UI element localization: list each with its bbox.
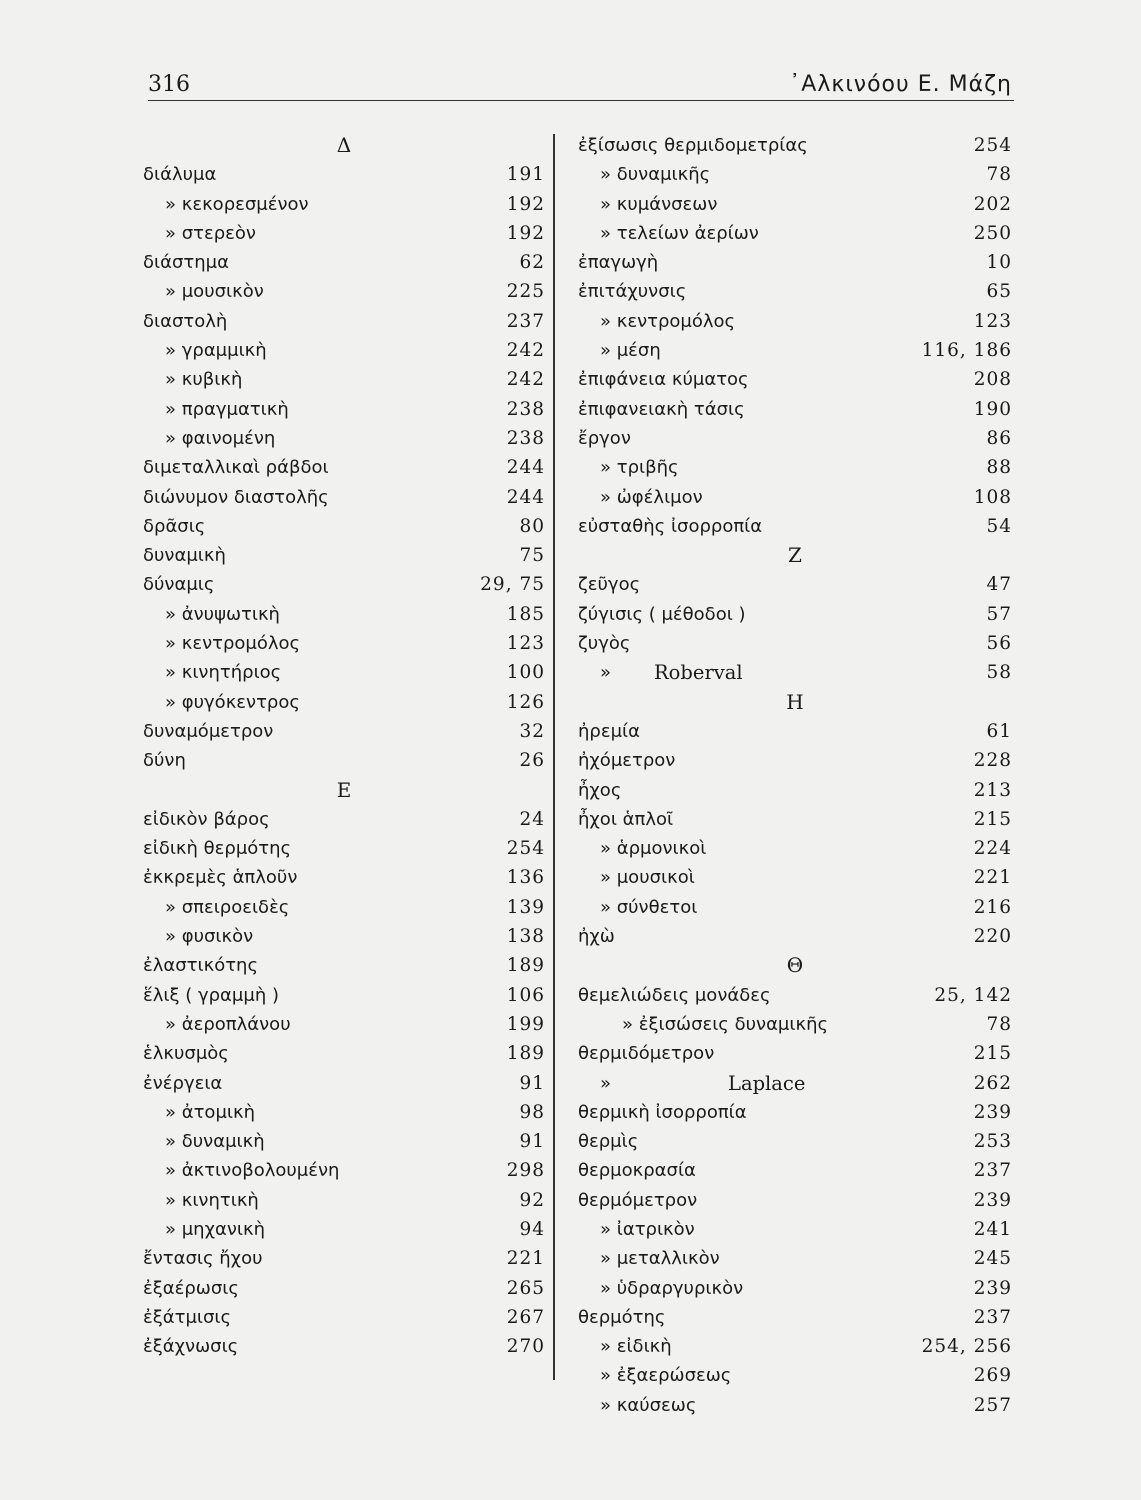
index-entry [578, 981, 1012, 1010]
page-header [148, 70, 1014, 101]
index-subentry [578, 658, 1012, 687]
index-subentry [578, 863, 1012, 892]
index-term: » φυγόκεντρος [165, 691, 300, 713]
index-term: » φυσικὸν [165, 926, 254, 948]
index-entry [578, 1186, 1012, 1215]
page-reference: 221 [506, 1248, 545, 1270]
index-subentry [578, 453, 1012, 482]
index-subentry [578, 834, 1012, 863]
index-entry [578, 1098, 1012, 1127]
page-reference: 65 [986, 281, 1012, 303]
page-reference: 192 [506, 193, 545, 215]
page-reference: 267 [506, 1306, 545, 1328]
page-reference: 244 [506, 457, 545, 479]
index-entry [578, 131, 1012, 160]
index-entry [143, 1332, 545, 1361]
index-term: » σύνθετοι [600, 896, 698, 918]
index-entry [143, 512, 545, 541]
index-term: εὐσταθὴς ἰσορροπία [578, 515, 763, 537]
index-subentry [578, 307, 1012, 336]
index-term: ζυγὸς [578, 633, 631, 655]
index-term: δύνη [143, 750, 186, 772]
page-reference: 216 [973, 896, 1012, 918]
index-term: ἔντασις ἤχου [143, 1248, 263, 1270]
page-reference: 106 [506, 984, 545, 1006]
index-entry [578, 805, 1012, 834]
page-reference: 269 [973, 1365, 1012, 1387]
index-term: » ἀτομικὴ [165, 1101, 256, 1123]
index-term: » ἀεροπλάνου [165, 1013, 291, 1035]
index-term: » στερεὸν [165, 222, 256, 244]
page-reference: 262 [973, 1072, 1012, 1094]
page-reference: 24 [519, 808, 545, 830]
index-subentry [578, 1361, 1012, 1390]
page-reference: 136 [506, 867, 545, 889]
page-reference: 29, 75 [480, 574, 545, 596]
page-reference: 245 [973, 1248, 1012, 1270]
index-subentry [578, 483, 1012, 512]
index-term: εἰδικὴ θερμότης [143, 838, 292, 860]
index-entry [578, 922, 1012, 951]
page-reference: 239 [973, 1277, 1012, 1299]
index-subentry [143, 336, 545, 365]
index-entry [578, 746, 1012, 775]
running-title: ᾿Αλκινόου Ε. Μάζη [789, 72, 1012, 97]
index-entry [578, 424, 1012, 453]
index-term: ἑλκυσμὸς [143, 1043, 229, 1065]
page-reference: 75 [519, 545, 545, 567]
index-term: » ἐξαερώσεως [600, 1365, 732, 1387]
index-subentry [578, 1069, 1012, 1098]
index-subentry [578, 219, 1012, 248]
index-term: » δυναμικῆς [600, 164, 711, 186]
index-term: » κινητήριος [165, 662, 282, 684]
index-term: » μεταλλικὸν [600, 1248, 720, 1270]
index-term: » κυμάνσεων [600, 193, 718, 215]
page-reference: 298 [506, 1160, 545, 1182]
page-reference: 78 [986, 1013, 1012, 1035]
index-term: δύναμις [143, 574, 215, 596]
page-reference: 57 [986, 603, 1012, 625]
index-subentry [143, 893, 545, 922]
index-term: Roberval [654, 661, 743, 685]
index-subentry [143, 688, 545, 717]
index-subentry [143, 1010, 545, 1039]
page-reference: 215 [973, 808, 1012, 830]
page-reference: 220 [973, 926, 1012, 948]
index-entry [143, 307, 545, 336]
index-term: ἔργον [578, 427, 631, 449]
index-subentry [578, 1244, 1012, 1273]
index-entry [578, 570, 1012, 599]
page-reference: 190 [973, 398, 1012, 420]
index-term: » εἰδικὴ [600, 1336, 672, 1358]
index-entry [578, 1156, 1012, 1185]
page-reference: 189 [506, 955, 545, 977]
index-term: ἐπιφάνεια κύματος [578, 369, 749, 391]
index-entry [143, 1069, 545, 1098]
index-entry [578, 600, 1012, 629]
index-term: » μουσικὸν [165, 281, 264, 303]
index-term: ἐνέργεια [143, 1072, 223, 1094]
index-term: » κινητικὴ [165, 1189, 259, 1211]
index-subentry [143, 219, 545, 248]
page-reference: 61 [986, 720, 1012, 742]
index-column-left [143, 131, 545, 1361]
page-number: 316 [148, 72, 190, 97]
index-term: ἐπιτάχυνσις [578, 281, 687, 303]
page-reference: 185 [506, 603, 545, 625]
page-reference: 80 [519, 515, 545, 537]
index-term: θερμοκρασία [578, 1160, 696, 1182]
index-subentry [578, 1274, 1012, 1303]
index-term: Laplace [728, 1071, 806, 1095]
index-entry [143, 1303, 545, 1332]
index-term: ἐξάτμισις [143, 1306, 232, 1328]
section-letter-heading: Δ [336, 133, 352, 157]
index-term: δρᾶσις [143, 515, 206, 537]
index-entry [143, 805, 545, 834]
index-subentry [578, 336, 1012, 365]
index-subentry [143, 629, 545, 658]
page-reference: 250 [973, 222, 1012, 244]
page-reference: 139 [506, 896, 545, 918]
page-reference: 202 [973, 193, 1012, 215]
page-reference: 239 [973, 1101, 1012, 1123]
index-term: » μηχανικὴ [165, 1218, 266, 1240]
index-term: ἐκκρεμὲς ἁπλοῦν [143, 867, 298, 889]
section-letter-heading: Ζ [788, 543, 802, 568]
section-letter-heading: Ε [336, 777, 352, 802]
index-term: δυναμικὴ [143, 545, 226, 567]
page-reference: 54 [986, 515, 1012, 537]
index-term: ἦχος [578, 779, 622, 801]
page-reference: 239 [973, 1189, 1012, 1211]
page-reference: 192 [506, 222, 545, 244]
index-subentry [143, 1156, 545, 1185]
index-term: ἐξαέρωσις [143, 1277, 239, 1299]
section-letter-heading: Θ [786, 953, 804, 978]
page-reference: 108 [973, 486, 1012, 508]
index-subentry [143, 424, 545, 453]
page-reference: 265 [506, 1277, 545, 1299]
page-reference: 238 [506, 398, 545, 420]
page-reference: 26 [519, 750, 545, 772]
index-term: » ὑδραργυρικὸν [600, 1277, 744, 1299]
index-subentry [143, 395, 545, 424]
index-subentry [143, 365, 545, 394]
page-reference: 199 [506, 1013, 545, 1035]
index-term: » φαινομένη [165, 427, 276, 449]
index-subentry [578, 160, 1012, 189]
page-reference: 228 [973, 750, 1012, 772]
page-reference: 242 [506, 340, 545, 362]
index-entry [578, 248, 1012, 277]
page-reference: 225 [506, 281, 545, 303]
index-term: » ὠφέλιμον [600, 486, 703, 508]
index-entry [143, 1274, 545, 1303]
index-term: διάστημα [143, 252, 229, 274]
page-reference: 116, 186 [921, 340, 1012, 362]
page-reference: 126 [506, 691, 545, 713]
index-term: » κεκορεσμένον [165, 193, 309, 215]
index-term: » τριβῆς [600, 457, 679, 479]
index-subentry [143, 1186, 545, 1215]
index-term: » ἀνυψωτικὴ [165, 603, 280, 625]
index-entry [143, 483, 545, 512]
ditto-mark: » [600, 1072, 612, 1094]
index-entry [143, 746, 545, 775]
page-reference: 123 [973, 310, 1012, 332]
index-entry [143, 541, 545, 570]
page-reference: 241 [973, 1218, 1012, 1240]
index-term: ἠχόμετρον [578, 750, 676, 772]
page-reference: 253 [973, 1131, 1012, 1153]
column-divider [553, 134, 555, 1380]
index-subentry [143, 277, 545, 306]
index-term: » ἐξισώσεις δυναμικῆς [622, 1013, 829, 1035]
index-term: εἰδικὸν βάρος [143, 808, 270, 830]
index-column-right [578, 131, 1012, 1420]
index-term: ἕλιξ ( γραμμὴ ) [143, 984, 279, 1006]
index-entry [578, 1127, 1012, 1156]
index-entry [578, 629, 1012, 658]
index-term: » ἰατρικὸν [600, 1218, 695, 1240]
index-term: » ἁρμονικοὶ [600, 838, 707, 860]
index-term: » δυναμικὴ [165, 1131, 265, 1153]
index-entry [143, 248, 545, 277]
index-term: » ἀκτινοβολουμένη [165, 1160, 340, 1182]
page-reference: 237 [973, 1160, 1012, 1182]
page-reference: 254 [506, 838, 545, 860]
page-reference: 257 [973, 1394, 1012, 1416]
index-term: ζεῦγος [578, 574, 641, 596]
index-term: θερμότης [578, 1306, 666, 1328]
page-reference: 254, 256 [921, 1336, 1012, 1358]
index-term: θερμὶς [578, 1131, 639, 1153]
index-subentry [143, 1127, 545, 1156]
index-term: ἐπιφανειακὴ τάσις [578, 398, 745, 420]
page-reference: 123 [506, 633, 545, 655]
index-term: » μέση [600, 340, 661, 362]
index-subentry [143, 190, 545, 219]
index-term: διάλυμα [143, 164, 217, 186]
page-reference: 242 [506, 369, 545, 391]
index-entry [578, 1039, 1012, 1068]
index-subentry [578, 1215, 1012, 1244]
index-term: » γραμμικὴ [165, 340, 267, 362]
index-term: ἠρεμία [578, 720, 640, 742]
page-reference: 91 [519, 1072, 545, 1094]
index-entry [143, 951, 545, 980]
page-reference: 10 [986, 252, 1012, 274]
page-reference: 58 [986, 662, 1012, 684]
index-entry [143, 1039, 545, 1068]
index-subentry [143, 658, 545, 687]
index-term: ἐπαγωγὴ [578, 252, 659, 274]
page-reference: 98 [519, 1101, 545, 1123]
index-entry [578, 277, 1012, 306]
index-term: » κεντρομόλος [600, 310, 736, 332]
index-entry [143, 1244, 545, 1273]
index-term: δυναμόμετρον [143, 720, 274, 742]
page-reference: 92 [519, 1189, 545, 1211]
index-term: θερμιδόμετρον [578, 1043, 715, 1065]
index-subentry [578, 893, 1012, 922]
page-reference: 25, 142 [934, 984, 1012, 1006]
page-reference: 244 [506, 486, 545, 508]
index-term: ἐξίσωσις θερμιδομετρίας [578, 135, 808, 156]
index-entry [143, 863, 545, 892]
index-term: » κυβικὴ [165, 369, 243, 391]
page-reference: 270 [506, 1336, 545, 1358]
page-reference: 88 [986, 457, 1012, 479]
page-reference: 215 [973, 1043, 1012, 1065]
index-entry [143, 981, 545, 1010]
index-entry [578, 776, 1012, 805]
ditto-mark: » [600, 662, 612, 684]
section-letter-heading: Η [786, 689, 804, 714]
index-entry [578, 1303, 1012, 1332]
index-entry [578, 717, 1012, 746]
page-reference: 208 [973, 369, 1012, 391]
index-subentry [143, 1098, 545, 1127]
index-term: » πραγματικὴ [165, 398, 289, 420]
index-entry [143, 834, 545, 863]
page-reference: 78 [986, 164, 1012, 186]
page-reference: 91 [519, 1131, 545, 1153]
page-reference: 62 [519, 252, 545, 274]
index-term: διαστολὴ [143, 310, 228, 332]
index-entry [143, 717, 545, 746]
page-reference: 100 [506, 662, 545, 684]
index-term: ἠχὼ [578, 926, 615, 948]
index-subentry [578, 1010, 1012, 1039]
index-entry [143, 160, 545, 189]
page-reference: 86 [986, 427, 1012, 449]
index-term: » μουσικοὶ [600, 867, 695, 889]
index-term: θερμικὴ ἰσορροπία [578, 1101, 747, 1123]
index-term: διώνυμον διαστολῆς [143, 486, 329, 508]
page-reference: 56 [986, 633, 1012, 655]
index-term: διμεταλλικαὶ ράβδοι [143, 457, 329, 479]
index-term: ἐξάχνωσις [143, 1336, 239, 1358]
index-entry [143, 570, 545, 599]
index-term: ἦχοι ἁπλοῖ [578, 808, 674, 830]
index-subentry [578, 1391, 1012, 1420]
index-entry [143, 453, 545, 482]
page-reference: 32 [519, 720, 545, 742]
page-reference: 47 [986, 574, 1012, 596]
page-reference: 189 [506, 1043, 545, 1065]
index-term: ζύγισις ( μέθοδοι ) [578, 603, 746, 625]
page-reference: 191 [506, 164, 545, 186]
index-subentry [143, 600, 545, 629]
page-reference: 237 [506, 310, 545, 332]
index-entry [578, 512, 1012, 541]
index-entry [578, 395, 1012, 424]
index-term: » σπειροειδὲς [165, 896, 290, 918]
index-subentry [143, 922, 545, 951]
index-term: θεμελιώδεις μονάδες [578, 984, 771, 1006]
index-subentry [578, 190, 1012, 219]
index-term: ἐλαστικότης [143, 955, 259, 977]
page-reference: 237 [973, 1306, 1012, 1328]
page-reference: 221 [973, 867, 1012, 889]
page-reference: 138 [506, 926, 545, 948]
page-reference: 213 [973, 779, 1012, 801]
index-term: » κεντρομόλος [165, 633, 301, 655]
index-term: » τελείων ἀερίων [600, 222, 759, 244]
index-subentry [578, 1332, 1012, 1361]
index-subentry [143, 1215, 545, 1244]
page-reference: 94 [519, 1218, 545, 1240]
index-term: » καύσεως [600, 1394, 697, 1416]
page-reference: 238 [506, 427, 545, 449]
index-entry [578, 365, 1012, 394]
page-reference: 254 [973, 135, 1012, 156]
index-term: θερμόμετρον [578, 1189, 698, 1211]
page-reference: 224 [973, 838, 1012, 860]
